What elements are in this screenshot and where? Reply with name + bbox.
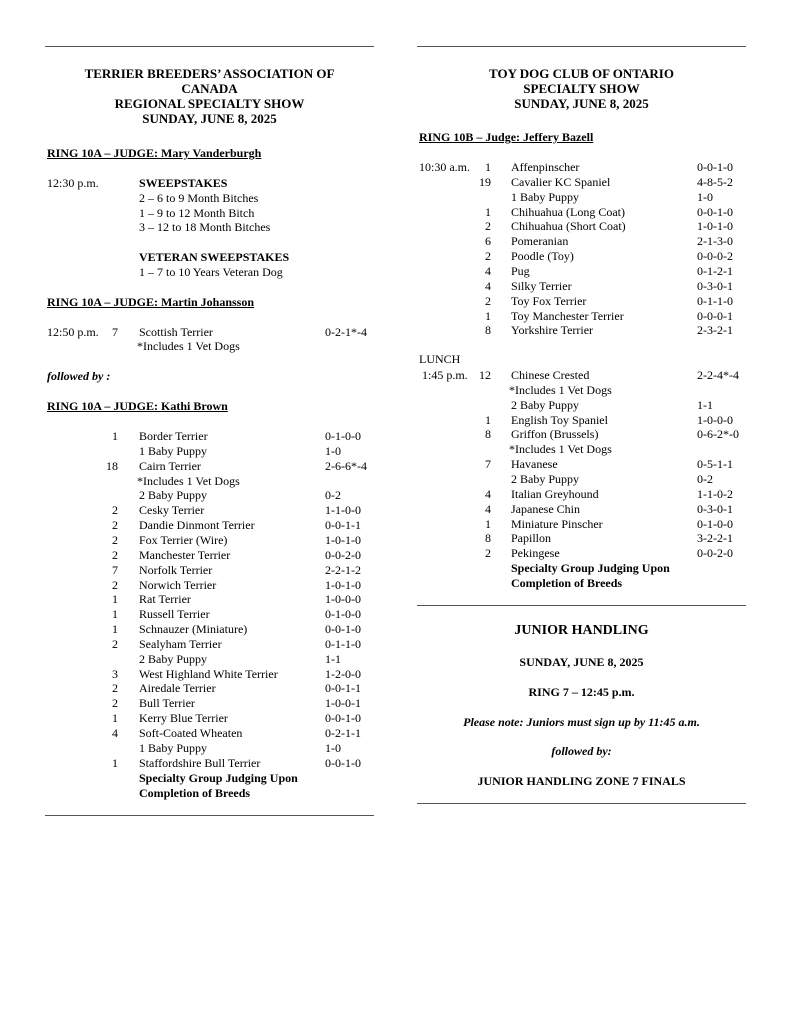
row-score: 0-0-1-0 [325,622,361,637]
row-score: 1-0-0-0 [697,412,733,427]
row-breed: Toy Manchester Terrier [511,308,624,323]
row-score: 1-0 [325,740,341,755]
row-breed: Bull Terrier [139,696,195,711]
row-breed: 2 Baby Puppy [511,471,580,486]
row-score: 0-2-1-1 [325,726,361,740]
row-score: 0-0-2-0 [697,546,733,561]
left-header-line: REGIONAL SPECIALTY SHOW [114,96,305,111]
row-count: 1 [485,160,491,174]
row-breed: Sealyham Terrier [139,636,222,651]
row-count: 4 [485,263,491,278]
sweepstakes-line: 1 – 9 to 12 Month Bitch [139,206,255,220]
row-score: 1-2-0-0 [325,666,361,681]
row-count: 8 [485,323,491,338]
row-score: 2-2-4*-4 [697,368,739,382]
row-score: 2-2-1-2 [325,562,361,577]
row-count: 1 [112,429,118,443]
row-count: 1 [112,622,118,637]
row-breed: Schnauzer (Miniature) [139,622,248,637]
afternoon-time: 1:45 p.m. [422,368,468,382]
row-score: 0-1-1-0 [325,636,361,651]
row-score: 0-0-1-0 [697,160,733,174]
row-count: 1 [485,308,491,323]
row-breed: 1 Baby Puppy [139,443,208,458]
row-breed: English Toy Spaniel [511,412,608,427]
row-count: 2 [112,532,118,547]
row-note: *Includes 1 Vet Dogs [137,473,240,488]
row-breed: Staffordshire Bull Terrier [139,755,261,770]
row-count: 4 [112,726,118,740]
row-breed: Yorkshire Terrier [511,323,594,338]
row-score: 0-5-1-1 [697,457,733,472]
row-score: 2-3-2-1 [697,323,733,338]
row-breed: Chihuahua (Long Coat) [511,204,625,219]
left-header [45,66,374,126]
sweepstakes-line: 2 – 6 to 9 Month Bitches [139,191,259,205]
ring10b-heading: RING 10B – Judge: Jeffery Bazell [419,130,594,144]
row-breed: Chihuahua (Short Coat) [511,219,626,234]
row-breed: 2 Baby Puppy [139,651,208,666]
row-count: 8 [485,531,491,546]
row-count: 12 [479,368,491,382]
row-breed: Airedale Terrier [139,681,216,696]
row-count: 4 [485,278,491,293]
right-header-line: SPECIALTY SHOW [523,81,640,96]
row-note: *Includes 1 Vet Dogs [509,382,612,397]
row-score: 0-1-2-1 [697,263,733,278]
followed-by: followed by : [47,369,111,383]
row-score: 1-0-1-0 [697,219,733,234]
row-breed: Affenpinscher [511,160,580,174]
left-header-line: TERRIER BREEDERS’ ASSOCIATION OF [84,66,335,81]
ring2-note: *Includes 1 Vet Dogs [137,339,240,353]
row-breed: Chinese Crested [511,368,590,382]
row-score: 1-0-1-0 [325,532,361,547]
ring2-score: 0-2-1*-4 [325,325,367,339]
row-breed: Griffon (Brussels) [511,427,599,442]
row-count: 1 [485,412,491,427]
row-count: 2 [112,577,118,592]
row-score: 0-2 [697,471,713,486]
row-count: 2 [485,546,491,561]
ring2-breed: Scottish Terrier [139,325,213,339]
row-count: 2 [485,293,491,308]
row-score: 0-1-1-0 [697,293,733,308]
row-score: 0-1-0-0 [325,607,361,622]
row-breed: Havanese [511,457,558,472]
row-count: 7 [485,457,491,472]
row-breed: 2 Baby Puppy [511,397,580,412]
row-score: 1-0-0-1 [325,696,361,711]
junior-note: Please note: Juniors must sign up by 11:45 a.m. [463,715,700,729]
row-count: 2 [485,249,491,264]
row-breed: Toy Fox Terrier [511,293,587,308]
row-note: *Includes 1 Vet Dogs [509,442,612,457]
sweepstakes-title: SWEEPSTAKES [139,176,228,190]
row-breed: Miniature Pinscher [511,516,603,531]
row-breed: 1 Baby Puppy [511,189,580,204]
row-count: 8 [485,427,491,442]
morning-time: 10:30 a.m. [419,160,470,174]
row-breed: Japanese Chin [511,501,580,516]
row-score: 0-0-1-0 [325,711,361,726]
row-score: 0-0-0-2 [697,249,733,264]
row-breed: Cesky Terrier [139,503,205,518]
row-count: 1 [112,592,118,607]
row-count: 1 [112,711,118,726]
row-score: 0-3-0-1 [697,278,733,293]
row-count: 4 [485,501,491,516]
row-score: 3-2-2-1 [697,531,733,546]
row-count: 2 [485,219,491,234]
row-breed: Kerry Blue Terrier [139,711,228,726]
row-count: 4 [485,486,491,501]
row-score: 0-0-0-1 [697,308,733,323]
row-score: 2-6-6*-4 [325,458,367,473]
row-breed: Norfolk Terrier [139,562,213,577]
row-breed: Pug [511,263,530,278]
row-breed: Rat Terrier [139,592,191,607]
row-breed: Manchester Terrier [139,547,231,562]
row-count: 1 [485,204,491,219]
row-count: 2 [112,503,118,518]
row-breed: Italian Greyhound [511,486,599,501]
row-breed: Norwich Terrier [139,577,217,592]
right-header-line: SUNDAY, JUNE 8, 2025 [514,96,649,111]
row-breed: West Highland White Terrier [139,666,278,681]
veteran-line: 1 – 7 to 10 Years Veteran Dog [139,265,283,279]
right-top-rule [417,46,746,47]
sweepstakes-line: 3 – 12 to 18 Month Bitches [139,220,271,234]
row-breed: Pekingese [511,546,560,561]
row-breed: 2 Baby Puppy [139,488,208,503]
row-count: 19 [479,174,491,189]
row-count: 7 [112,562,118,577]
row-count: 2 [112,518,118,533]
row-count: 1 [112,755,118,770]
row-score: 0-1-0-0 [325,429,361,443]
row-score: 4-8-5-2 [697,174,733,189]
row-breed: Cairn Terrier [139,458,201,473]
row-breed: Dandie Dinmont Terrier [139,518,255,533]
row-breed: 1 Baby Puppy [139,740,208,755]
right-group-line: Specialty Group Judging Upon [511,561,670,575]
row-score: 0-0-1-1 [325,681,361,696]
ring1-heading: RING 10A – JUDGE: Mary Vanderburgh [47,146,262,160]
row-score: 1-0 [697,189,713,204]
row-score: 2-1-3-0 [697,234,733,249]
left-header-line: CANADA [181,81,238,96]
right-header [417,66,746,111]
row-score: 0-1-0-0 [697,516,733,531]
row-count: 6 [485,234,491,249]
row-score: 0-2 [325,488,341,503]
row-count: 3 [112,666,118,681]
right-bottom-rule [417,803,746,804]
left-top-rule [45,46,374,47]
row-breed: Fox Terrier (Wire) [139,532,228,547]
row-breed: Soft-Coated Wheaten [139,726,243,740]
row-count: 1 [112,607,118,622]
junior-date: SUNDAY, JUNE 8, 2025 [519,655,644,669]
row-breed: Cavalier KC Spaniel [511,174,611,189]
junior-title: JUNIOR HANDLING [514,623,649,638]
ring3-heading: RING 10A – JUDGE: Kathi Brown [47,399,228,413]
junior-finals: JUNIOR HANDLING ZONE 7 FINALS [477,774,686,788]
ring2-heading: RING 10A – JUDGE: Martin Johansson [47,295,255,309]
right-header-line: TOY DOG CLUB OF ONTARIO [489,66,674,81]
left-group-line: Specialty Group Judging Upon [139,771,298,785]
junior-followed: followed by: [551,744,612,758]
ring1-time: 12:30 p.m. [47,176,99,190]
row-score: 0-6-2*-0 [697,427,739,442]
left-bottom-rule [45,815,374,816]
row-breed: Russell Terrier [139,607,210,622]
lunch-label: LUNCH [419,352,461,366]
row-breed: Papillon [511,531,552,546]
ring2-num: 7 [112,325,118,339]
row-score: 0-0-1-0 [697,204,733,219]
row-count: 2 [112,636,118,651]
row-count: 2 [112,696,118,711]
row-score: 1-0-0-0 [325,592,361,607]
row-count: 2 [112,681,118,696]
left-group-line: Completion of Breeds [139,786,251,800]
row-score: 1-1-0-2 [697,486,733,501]
row-score: 1-1 [697,397,713,412]
row-score: 1-1-0-0 [325,503,361,518]
right-group-line: Completion of Breeds [511,576,623,590]
row-score: 0-0-1-0 [325,755,361,770]
ring2-time: 12:50 p.m. [47,325,99,339]
row-breed: Silky Terrier [511,278,572,293]
row-score: 0-0-1-1 [325,518,361,533]
row-breed: Border Terrier [139,429,208,443]
row-score: 1-1 [325,651,341,666]
row-breed: Pomeranian [511,234,569,249]
row-count: 2 [112,547,118,562]
veteran-title: VETERAN SWEEPSTAKES [139,250,290,264]
row-score: 0-0-2-0 [325,547,361,562]
right-mid-rule [417,605,746,606]
junior-ring: RING 7 – 12:45 p.m. [528,685,635,699]
row-count: 18 [106,458,118,473]
left-header-line: SUNDAY, JUNE 8, 2025 [142,111,277,126]
row-count: 1 [485,516,491,531]
row-score: 1-0 [325,443,341,458]
row-score: 1-0-1-0 [325,577,361,592]
row-score: 0-3-0-1 [697,501,733,516]
row-breed: Poodle (Toy) [511,249,574,264]
